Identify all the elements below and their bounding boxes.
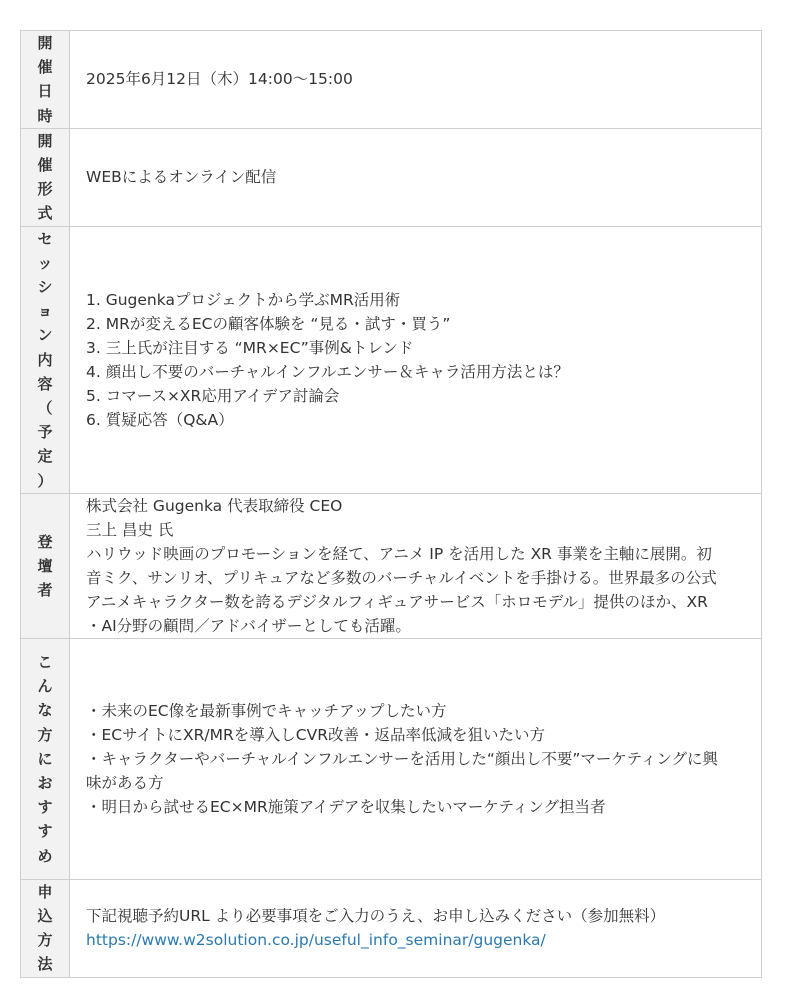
heading-char: ん <box>37 677 53 696</box>
target-item: ・明日から試せるEC×MR施策アイデアを収集したいマーケティング担当者 <box>86 797 606 816</box>
heading-char: な <box>37 701 53 720</box>
heading-target <box>21 638 70 879</box>
speaker-bio: 音ミク、サンリオ、プリキュアなど多数のバーチャルイベントを手掛ける。世界最多の公式 <box>86 568 717 587</box>
heading-char: セ <box>37 229 53 248</box>
registration-link[interactable]: https://www.w2solution.co.jp/useful_info_seminar/gugenka/ <box>86 931 546 950</box>
heading-char: 容 <box>37 374 53 393</box>
heading-char: ） <box>37 471 53 490</box>
heading-char: 込 <box>37 907 53 926</box>
speaker-bio: アニメキャラクター数を誇るデジタルフィギュアサービス「ホロモデル」提供のほか、XR <box>86 592 708 611</box>
session-item: 5. コマース×XR応用アイデア討論会 <box>86 386 340 405</box>
heading-char: す <box>37 822 53 841</box>
row-date <box>21 31 762 129</box>
heading-char: シ <box>37 278 53 297</box>
target-item: ・キャラクターやバーチャルインフルエンサーを活用した“顔出し不要”マーケティングに興 <box>86 749 719 768</box>
heading-char: ン <box>37 326 53 345</box>
heading-char: 壇 <box>37 556 53 575</box>
content-format <box>70 128 762 226</box>
heading-char: 式 <box>37 204 53 223</box>
heading-char: 催 <box>37 58 53 77</box>
target-item: 味がある方 <box>86 773 164 792</box>
heading-char: 予 <box>37 423 53 442</box>
session-item: 6. 質疑応答（Q&A） <box>86 410 234 429</box>
content-date <box>70 31 762 129</box>
heading-char: 方 <box>37 725 53 744</box>
heading-char: 開 <box>37 34 53 52</box>
heading-char: 登 <box>37 532 53 551</box>
speaker-bio: ・AI分野の顧問／アドバイザーとしても活躍。 <box>86 616 411 635</box>
heading-char: ョ <box>37 302 53 321</box>
heading-session <box>21 226 70 493</box>
session-item: 4. 顔出し不要のバーチャルインフルエンサー＆キャラ活用方法とは？ <box>86 362 569 381</box>
speaker-bio: ハリウッド映画のプロモーションを経て、アニメ IP を活用した XR 事業を主軸に展開。初 <box>86 544 712 563</box>
content-apply <box>70 879 762 977</box>
heading-char: め <box>37 846 53 865</box>
heading-speaker <box>21 493 70 638</box>
session-item: 1. Gugenkaプロジェクトから学ぶMR活用術 <box>86 290 401 309</box>
heading-char: 申 <box>37 882 53 901</box>
heading-char: 時 <box>37 106 53 125</box>
heading-char: ッ <box>37 253 53 272</box>
heading-apply <box>21 879 70 977</box>
session-item: 2. MRが変えるECの顧客体験を “見る・試す・買う” <box>86 314 451 333</box>
session-item: 3. 三上氏が注目する “MR×EC”事例&トレンド <box>86 338 414 357</box>
heading-char: 方 <box>37 931 53 950</box>
heading-char: （ <box>37 399 53 418</box>
row-target <box>21 638 762 879</box>
content-target <box>70 638 762 879</box>
heading-char: 者 <box>37 580 53 599</box>
heading-char: こ <box>37 652 53 671</box>
heading-format <box>21 128 70 226</box>
heading-char: 法 <box>37 955 53 974</box>
heading-char: す <box>37 798 53 817</box>
target-item: ・未来のEC像を最新事例でキャッチアップしたい方 <box>86 701 447 720</box>
apply-text: 下記視聴予約URL より必要事項をご入力のうえ、お申し込みください（参加無料） <box>86 907 666 926</box>
speaker-company: 株式会社 Gugenka 代表取締役 CEO <box>86 496 343 515</box>
heading-char: 形 <box>37 180 53 199</box>
date-text: 2025年6月12日（木）14:00〜15:00 <box>86 70 353 89</box>
row-apply <box>21 879 762 977</box>
format-text: WEBによるオンライン配信 <box>86 168 277 187</box>
row-session <box>21 226 762 493</box>
content-session <box>70 226 762 493</box>
heading-char: 催 <box>37 156 53 175</box>
heading-char: 日 <box>37 82 53 101</box>
heading-date <box>21 31 70 129</box>
heading-char: に <box>37 749 53 768</box>
row-format <box>21 128 762 226</box>
target-item: ・ECサイトにXR/MRを導入しCVR改善・返品率低減を狙いたい方 <box>86 725 545 744</box>
content-speaker <box>70 493 762 638</box>
heading-char: 開 <box>37 131 53 150</box>
heading-char: 定 <box>37 447 53 466</box>
heading-char: お <box>37 773 53 792</box>
row-speaker <box>21 493 762 638</box>
seminar-info-table <box>20 30 762 978</box>
speaker-name: 三上 昌史 氏 <box>86 520 174 539</box>
heading-char: 内 <box>37 350 53 369</box>
